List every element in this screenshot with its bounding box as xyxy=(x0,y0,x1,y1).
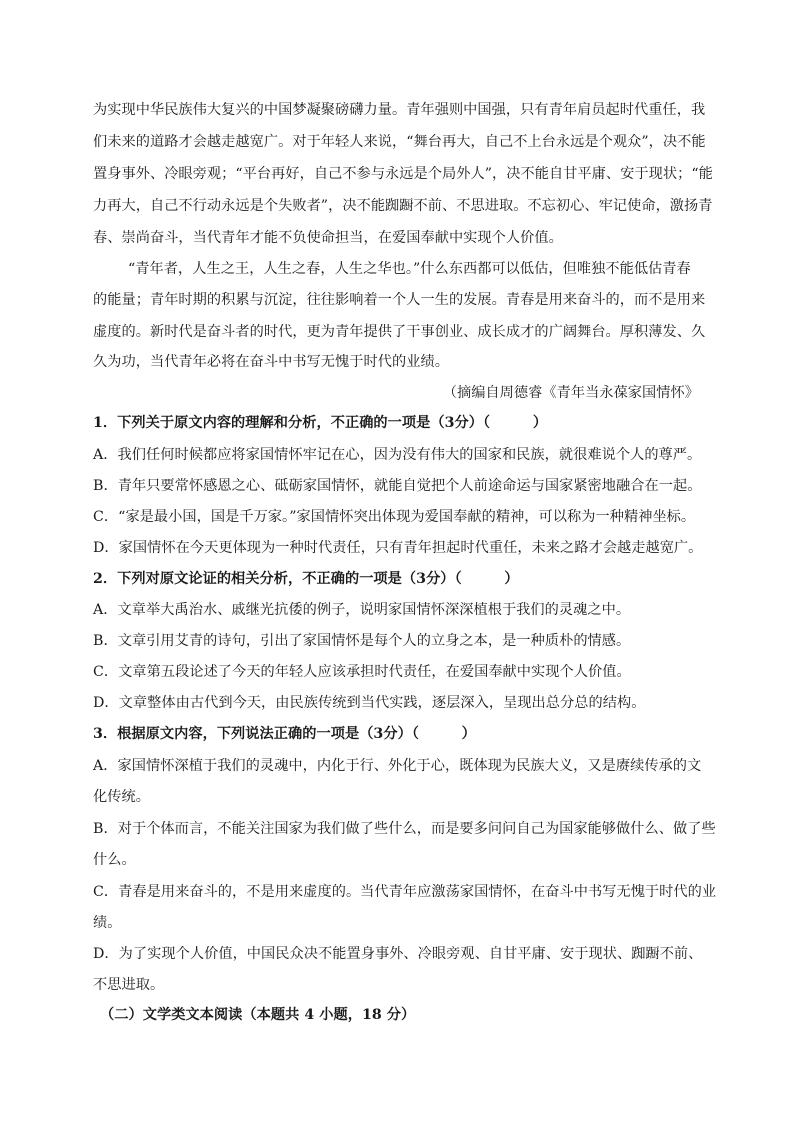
question-option-continued: 绩。 xyxy=(93,915,122,931)
question-option: C．文章第五段论述了今天的年轻人应该承担时代责任，在爱国奉献中实现个人价值。 xyxy=(93,664,631,680)
passage-line: 们未来的道路才会越走越宽广。对于年轻人来说，“舞台再大，自己不上台永远是个观众”，决不能 xyxy=(93,134,706,150)
question-option: A．我们任何时候都应将家国情怀牢记在心，因为没有伟大的国家和民族，就很难说个人的尊严。 xyxy=(93,447,702,463)
question-option: B．青年只要常怀感恩之心、砥砺家国情怀，就能自觉把个人前途命运与国家紧密地融合在一起。 xyxy=(93,478,702,494)
passage-line: 为实现中华民族伟大复兴的中国梦凝聚磅礴力量。青年强则中国强，只有青年肩员起时代重任，我 xyxy=(93,102,706,118)
source-citation: （摘编自周德睿《青年当永葆家国情怀》 xyxy=(442,385,699,401)
question-option: A．家国情怀深植于我们的灵魂中，内化于行、外化于心，既体现为民族大义，又是赓续传承的文 xyxy=(93,758,702,774)
passage-line: “青年者，人生之王，人生之春，人生之华也。”什么东西都可以低估，但唯独不能低估青春 xyxy=(128,261,691,277)
passage-line: 久为功，当代青年必将在奋斗中书写无愧于时代的业绩。 xyxy=(93,354,449,370)
passage-line: 力再大，自己不行动永远是个失败者”，决不能踟蹰不前、不思进取。不忘初心、牢记使命，激扬青 xyxy=(93,198,713,214)
question-option: D．文章整体由古代到今天，由民族传统到当代实践，逐层深入，呈现出总分总的结构。 xyxy=(93,695,646,711)
question-option-continued: 不思进取。 xyxy=(93,977,165,993)
question-option-continued: 化传统。 xyxy=(93,789,150,805)
section-heading: （二）文学类文本阅读（本题共 4 小题，18 分） xyxy=(100,1007,416,1023)
passage-line: 虚度的。新时代是奋斗者的时代，更为青年提供了干事创业、成长成才的广阔舞台。厚积薄发、久 xyxy=(93,324,706,340)
question-option: B．对于个体而言，不能关注国家为我们做了些什么，而是要多问问自己为国家能够做什么、做了些 xyxy=(93,821,716,837)
question-option: D．为了实现个人价值，中国民众决不能置身事外、冷眼旁观、自甘平庸、安于现状、踟蹰不前、 xyxy=(93,946,703,962)
passage-line: 置身事外、冷眼旁观；“平台再好，自己不参与永远是个局外人”，决不能自甘平庸、安于现状；“能 xyxy=(93,166,713,182)
question-option: A．文章举大禹治水、戚继光抗倭的例子，说明家国情怀深深植根于我们的灵魂之中。 xyxy=(93,602,631,618)
question-option: B．文章引用艾青的诗句，引出了家国情怀是每个人的立身之本，是一种质朴的情感。 xyxy=(93,633,631,649)
passage-line: 春、崇尚奋斗，当代青年才能不负使命担当，在爱国奉献中实现个人价值。 xyxy=(93,230,563,246)
question-stem: 2．下列对原文论证的相关分析，不正确的一项是（3分）（ ） xyxy=(93,571,519,587)
question-option: D．家国情怀在今天更体现为一种时代责任，只有青年担起时代重任，未来之路才会越走越宽广。 xyxy=(93,540,703,556)
question-stem: 3．根据原文内容，下列说法正确的一项是（3分）（ ） xyxy=(93,726,476,742)
question-option-continued: 什么。 xyxy=(93,852,136,868)
question-stem: 1．下列关于原文内容的理解和分析，不正确的一项是（3分）（ ） xyxy=(93,415,548,431)
question-option: C．“家是最小国，国是千万家。”家国情怀突出体现为爱国奉献的精神，可以称为一种精神坐标。 xyxy=(93,509,696,525)
passage-line: 的能量；青年时期的积累与沉淀，往往影响着一个人一生的发展。青春是用来奋斗的，而不是用来 xyxy=(93,292,706,308)
question-option: C．青春是用来奋斗的，不是用来虚度的。当代青年应激荡家国情怀，在奋斗中书写无愧于时代的业 xyxy=(93,884,717,900)
